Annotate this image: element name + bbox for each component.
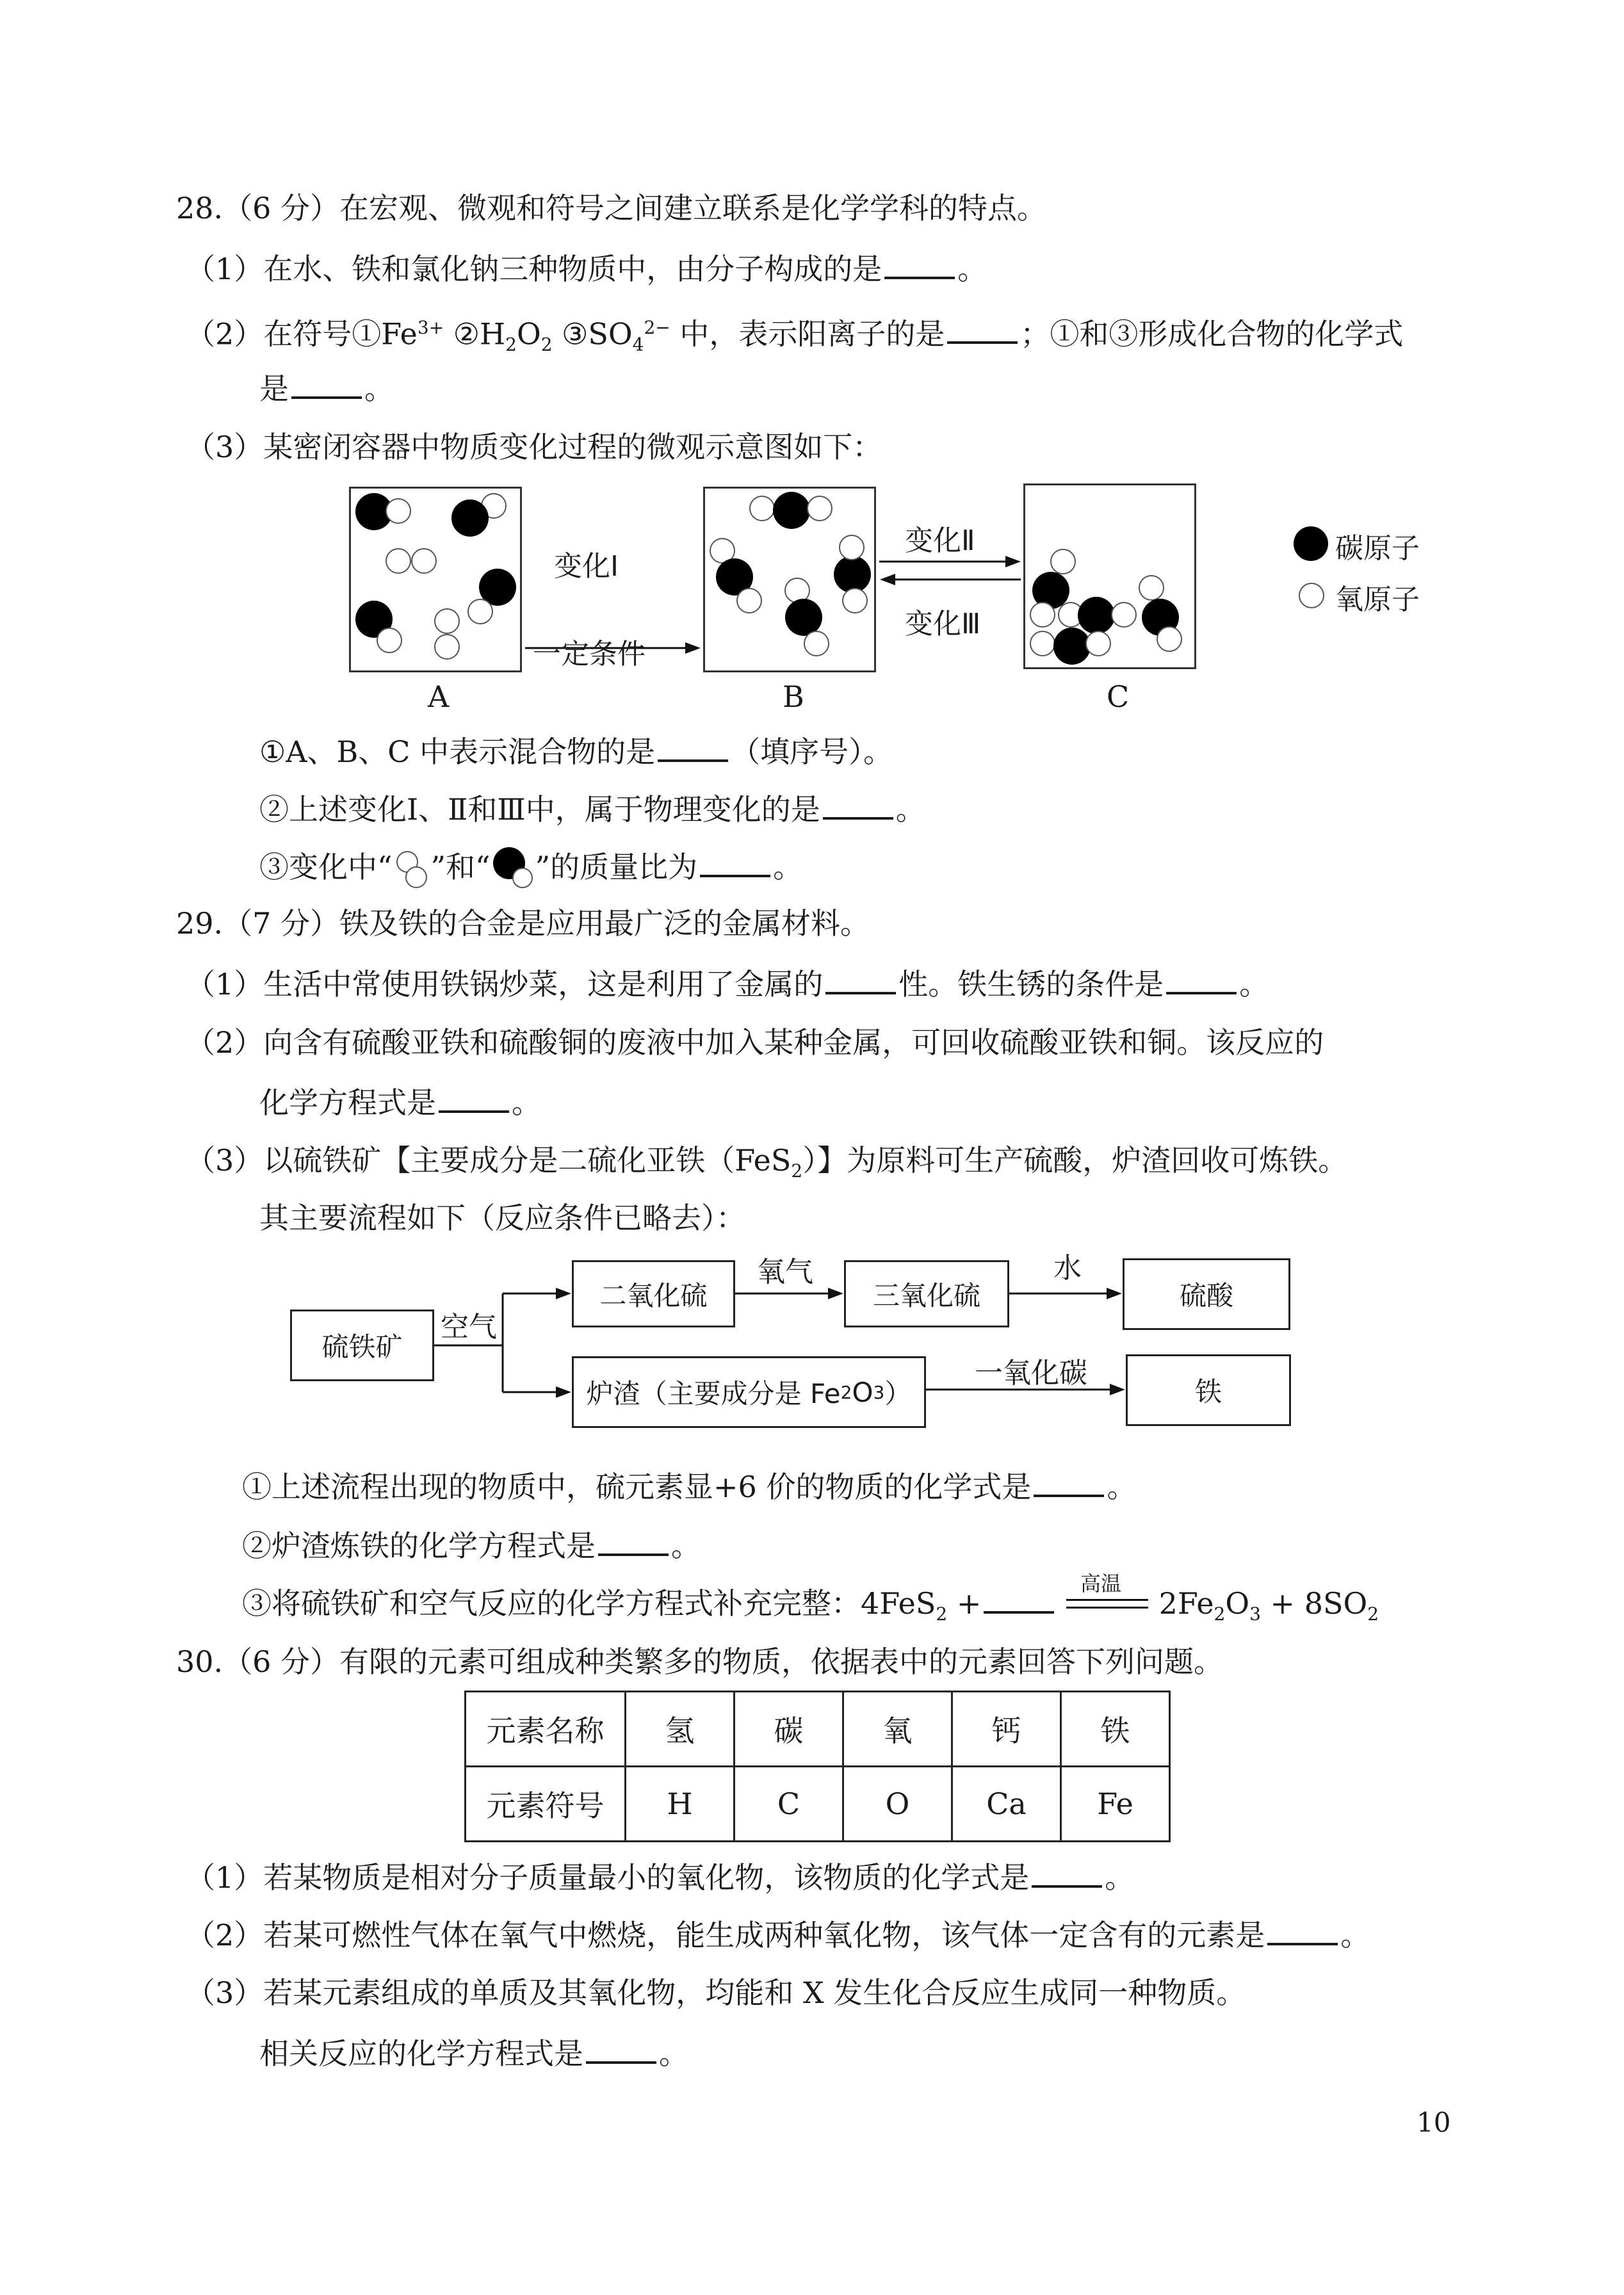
condition-label: 一定条件 bbox=[533, 638, 646, 670]
table-cell: 氧 bbox=[843, 1692, 952, 1767]
legend-oxygen-icon bbox=[1299, 583, 1324, 608]
superscript: 2− bbox=[644, 317, 670, 338]
table-row bbox=[466, 1767, 1170, 1842]
text: （1）若某物质是相对分子质量最小的氧化物，该物质的化学式是 bbox=[186, 1860, 1030, 1895]
subscript: 3 bbox=[873, 1381, 885, 1403]
text: （填序号）。 bbox=[731, 734, 893, 769]
iron-box: 铁 bbox=[1126, 1354, 1291, 1426]
text: （2）在符号①Fe bbox=[186, 316, 418, 352]
superscript: 3+ bbox=[417, 317, 444, 338]
period: 。 bbox=[364, 371, 394, 406]
table-cell: C bbox=[735, 1767, 843, 1842]
so2-box: 二氧化硫 bbox=[572, 1260, 735, 1327]
q29-part2-cont bbox=[259, 1082, 541, 1122]
table-cell: 碳 bbox=[735, 1692, 843, 1767]
table-cell: 氢 bbox=[626, 1692, 735, 1767]
co-label: 一氧化碳 bbox=[975, 1357, 1087, 1390]
text: ②H bbox=[444, 316, 506, 352]
q29-part2: （2）向含有硫酸亚铁和硫酸铜的废液中加入某种金属，可回收硫酸亚铁和铜。该反应的 bbox=[186, 1025, 1324, 1060]
subscript: 2 bbox=[936, 1603, 948, 1625]
period: 。 bbox=[512, 1085, 541, 1120]
answer-blank[interactable] bbox=[984, 1583, 1054, 1614]
text: （2）若某可燃性气体在氧气中燃烧，能生成两种氧化物，该气体一定含有的元素是 bbox=[186, 1918, 1265, 1952]
table-row bbox=[466, 1692, 1170, 1767]
table-cell: O bbox=[843, 1767, 952, 1842]
q30-part3-cont bbox=[259, 2033, 688, 2073]
answer-blank[interactable] bbox=[825, 964, 896, 994]
change-1-label: 变化Ⅰ bbox=[554, 550, 619, 583]
q29-title: 29.（7 分）铁及铁的合金是应用最广泛的金属材料。 bbox=[176, 906, 870, 941]
change-3-label: 变化Ⅲ bbox=[905, 608, 981, 640]
text: ③将硫铁矿和空气反应的化学方程式补充完整：4FeS bbox=[242, 1586, 936, 1621]
text: 中，表示阳离子的是 bbox=[670, 316, 945, 352]
table-cell: Ca bbox=[952, 1767, 1061, 1842]
text: ”和“ bbox=[430, 850, 491, 884]
table-cell: Fe bbox=[1061, 1767, 1170, 1842]
legend-carbon-icon bbox=[1294, 526, 1328, 561]
q28-part1-text: （1）在水、铁和氯化钠三种物质中，由分子构成的是 bbox=[186, 252, 882, 286]
text: ①上述流程出现的物质中，硫元素显+6 价的物质的化学式是 bbox=[242, 1470, 1032, 1504]
table-cell: H bbox=[626, 1767, 735, 1842]
text: ③变化中“ bbox=[259, 850, 393, 884]
period: 。 bbox=[957, 252, 987, 286]
change-2-label: 变化Ⅱ bbox=[905, 524, 975, 557]
text: ①A、B、C 中表示混合物的是 bbox=[259, 734, 656, 769]
q28-sub3 bbox=[259, 847, 802, 886]
subscript: 2 bbox=[540, 334, 553, 355]
label-c: C bbox=[1107, 679, 1130, 714]
text: + bbox=[947, 1586, 982, 1621]
answer-blank[interactable] bbox=[439, 1082, 509, 1113]
q30-part1 bbox=[186, 1857, 1134, 1897]
text: ②炉渣炼铁的化学方程式是 bbox=[242, 1529, 596, 1563]
text: ；①和③形成化合物的化学式 bbox=[1020, 316, 1404, 352]
subscript: 2 bbox=[1214, 1603, 1226, 1625]
answer-blank[interactable] bbox=[586, 2033, 656, 2064]
subscript: 4 bbox=[632, 334, 644, 355]
table-header-cell: 元素名称 bbox=[466, 1692, 626, 1767]
period: 。 bbox=[1107, 1470, 1137, 1504]
text: O bbox=[516, 316, 541, 352]
subscript: 2 bbox=[1367, 1603, 1379, 1625]
condition-text: 高温 bbox=[1080, 1571, 1122, 1596]
text: 2Fe bbox=[1158, 1586, 1214, 1621]
q29-sub3 bbox=[242, 1571, 1379, 1634]
period: 。 bbox=[671, 1529, 701, 1563]
table-header-cell: 元素符号 bbox=[466, 1767, 626, 1842]
oxygen-molecule-icon bbox=[393, 854, 431, 886]
q28-sub1 bbox=[259, 731, 893, 771]
label-a: A bbox=[428, 679, 450, 714]
text: ） bbox=[884, 1378, 912, 1409]
high-temp-condition bbox=[1066, 1571, 1149, 1622]
subscript: 2 bbox=[505, 334, 517, 355]
q29-part1 bbox=[186, 964, 1269, 1003]
so3-box: 三氧化硫 bbox=[844, 1260, 1009, 1327]
oxygen-label: 氧气 bbox=[757, 1256, 813, 1288]
table-cell: 钙 bbox=[952, 1692, 1061, 1767]
q29-part3 bbox=[186, 1141, 1347, 1190]
text: + 8SO bbox=[1260, 1586, 1368, 1621]
period: 。 bbox=[1105, 1860, 1135, 1895]
text: O bbox=[1225, 1586, 1250, 1621]
element-table bbox=[464, 1691, 1171, 1842]
label-b: B bbox=[783, 679, 804, 714]
answer-blank[interactable] bbox=[1032, 1857, 1102, 1888]
subscript: 2 bbox=[840, 1381, 852, 1403]
period: 。 bbox=[1239, 967, 1269, 1002]
air-label: 空气 bbox=[441, 1311, 497, 1343]
q30-part3: （3）若某元素组成的单质及其氧化物，均能和 X 发生化合反应生成同一种物质。 bbox=[186, 1975, 1246, 2010]
subscript: 2 bbox=[791, 1160, 803, 1182]
text: ②上述变化Ⅰ、Ⅱ和Ⅲ中，属于物理变化的是 bbox=[259, 792, 820, 827]
acid-box: 硫酸 bbox=[1123, 1258, 1290, 1330]
text: ”的质量比为 bbox=[535, 850, 698, 884]
answer-blank[interactable] bbox=[1034, 1466, 1104, 1497]
text: 是 bbox=[259, 371, 289, 406]
legend-carbon-label: 碳原子 bbox=[1335, 532, 1420, 565]
answer-blank[interactable] bbox=[823, 789, 893, 820]
period: 。 bbox=[659, 2036, 688, 2071]
page-number: 10 bbox=[1417, 2107, 1451, 2138]
text: （3）以硫铁矿【主要成分是二硫化亚铁（FeS bbox=[186, 1143, 792, 1178]
answer-blank[interactable] bbox=[700, 847, 770, 877]
text: 性。铁生锈的条件是 bbox=[898, 967, 1164, 1002]
text: 化学方程式是 bbox=[259, 1085, 436, 1120]
period: 。 bbox=[895, 792, 925, 827]
period: 。 bbox=[773, 850, 803, 884]
legend-oxygen-label: 氧原子 bbox=[1335, 583, 1420, 616]
text: ）】为原料可生产硫酸，炉渣回收可炼铁。 bbox=[802, 1143, 1348, 1178]
q28-part3: （3）某密闭容器中物质变化过程的微观示意图如下： bbox=[186, 430, 882, 464]
answer-blank[interactable] bbox=[658, 731, 728, 762]
text: 相关反应的化学方程式是 bbox=[259, 2036, 583, 2071]
text: ③SO bbox=[552, 316, 633, 352]
subscript: 3 bbox=[1249, 1603, 1261, 1625]
q29-sub1 bbox=[242, 1466, 1136, 1506]
text: （1）生活中常使用铁锅炒菜，这是利用了金属的 bbox=[186, 967, 824, 1002]
text: 炉渣（主要成分是 Fe bbox=[586, 1378, 841, 1409]
answer-blank[interactable] bbox=[1166, 964, 1237, 994]
table-cell: 铁 bbox=[1061, 1692, 1170, 1767]
answer-blank[interactable] bbox=[1267, 1915, 1338, 1945]
q28-title: 28.（6 分）在宏观、微观和符号之间建立联系是化学学科的特点。 bbox=[176, 191, 1047, 225]
text: O bbox=[852, 1376, 873, 1408]
ore-box: 硫铁矿 bbox=[290, 1310, 434, 1381]
q30-part2 bbox=[186, 1915, 1370, 1954]
answer-blank[interactable] bbox=[598, 1525, 669, 1556]
water-label: 水 bbox=[1053, 1252, 1082, 1285]
q28-sub2 bbox=[259, 789, 925, 829]
period: 。 bbox=[1340, 1918, 1370, 1952]
co-molecule-icon bbox=[491, 854, 535, 886]
q30-title: 30.（6 分）有限的元素可组成种类繁多的物质，依据表中的元素回答下列问题。 bbox=[176, 1644, 1224, 1679]
q29-part3-cont: 其主要流程如下（反应条件已略去）： bbox=[259, 1201, 745, 1235]
q29-sub2 bbox=[242, 1525, 701, 1565]
